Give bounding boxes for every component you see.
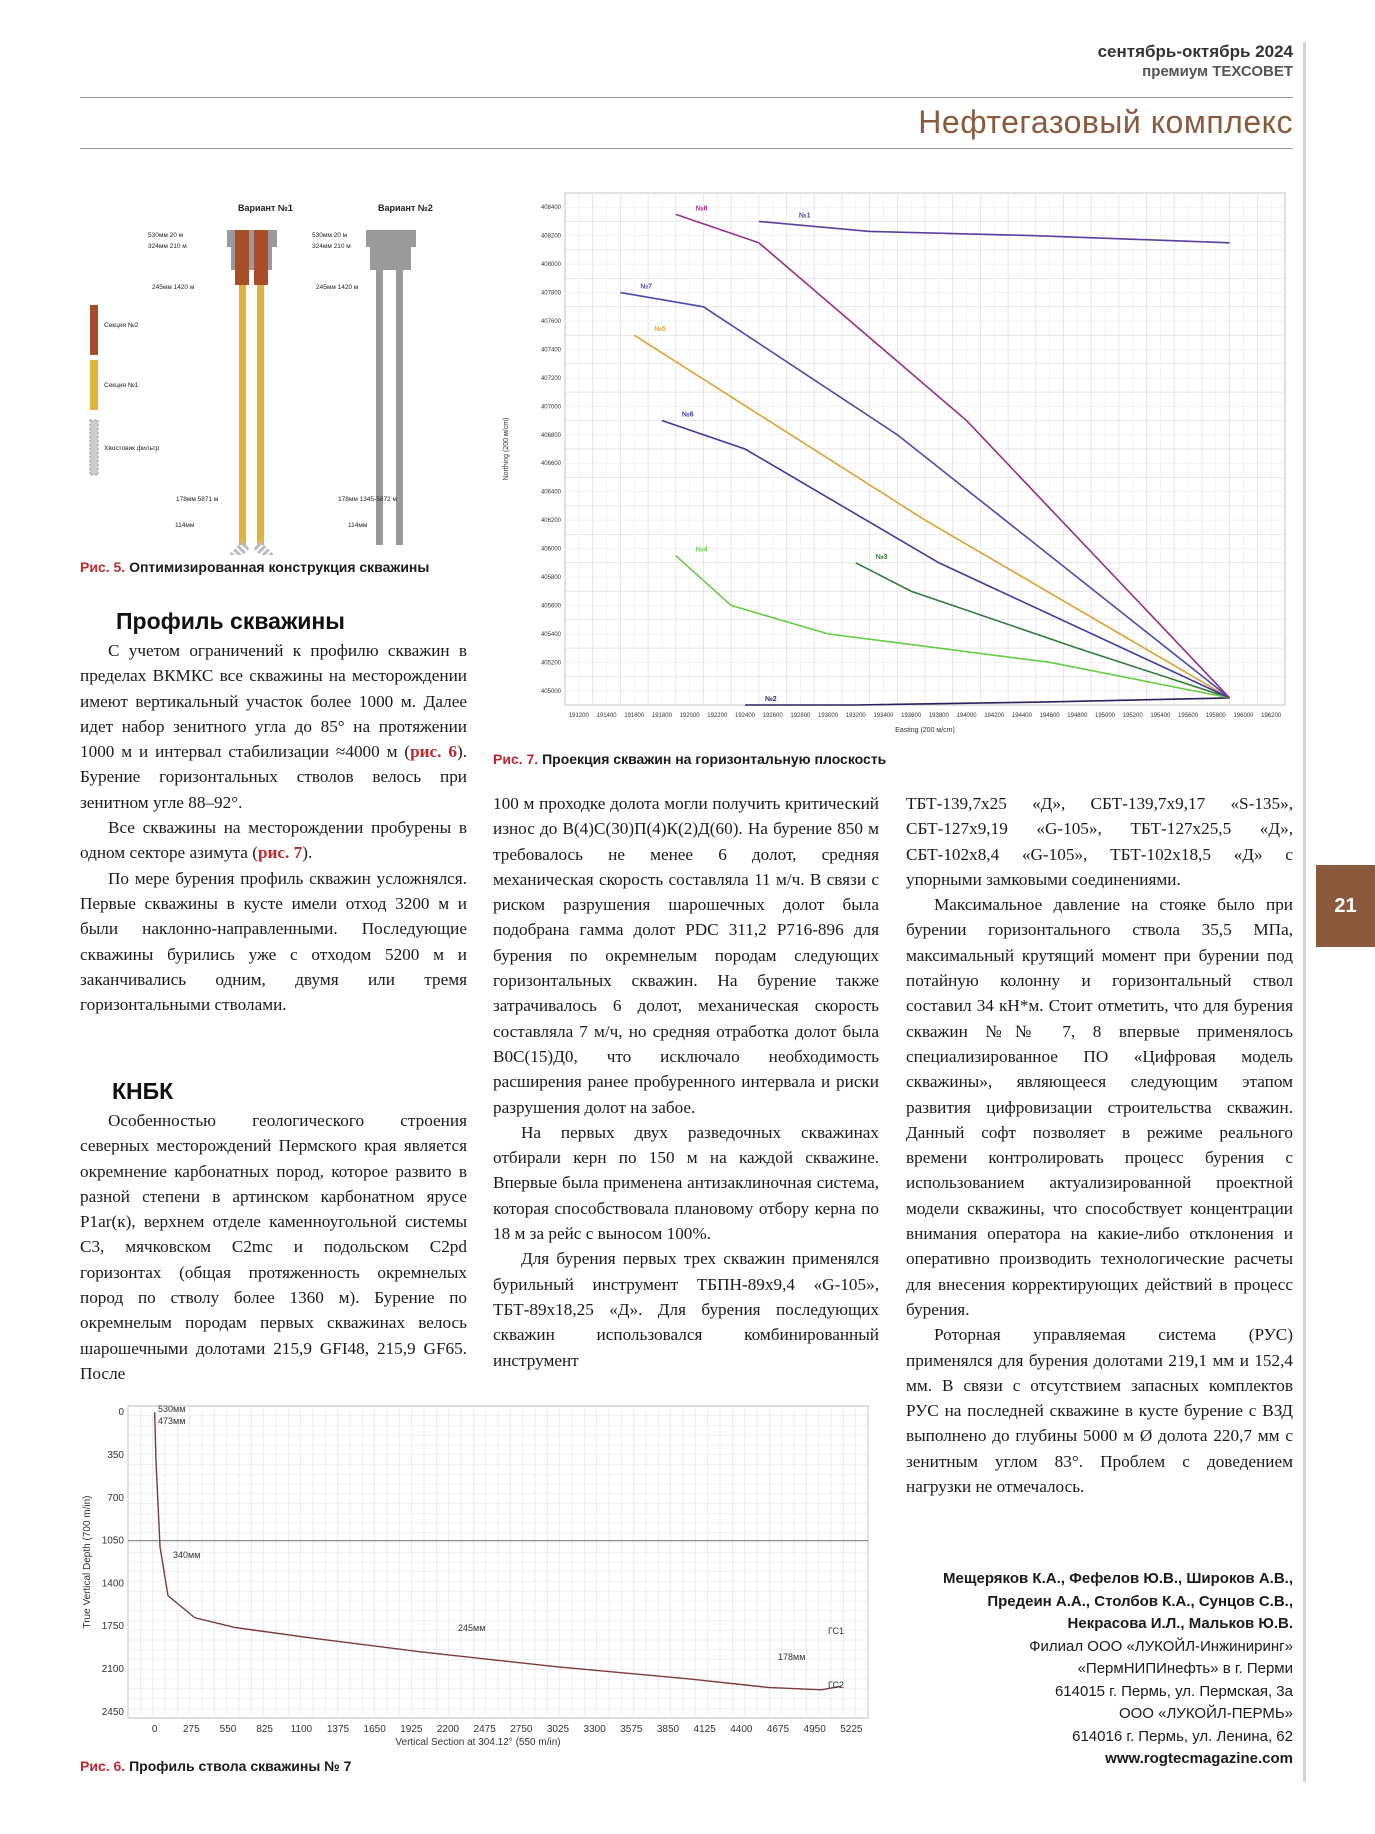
x-tick-label: 194400 xyxy=(1011,713,1032,719)
x-tick-label: 194200 xyxy=(984,713,1005,719)
x-tick-label: 1100 xyxy=(290,1724,313,1735)
well-label: №7 xyxy=(640,283,653,291)
profile-annotation: ГС1 xyxy=(828,1626,844,1636)
x-tick-label: 0 xyxy=(151,1724,158,1735)
y-tick-label: 405000 xyxy=(540,688,561,695)
y-tick-label: 406800 xyxy=(540,432,561,439)
authors-line: Некрасова И.Л., Мальков Ю.В. xyxy=(1067,1615,1293,1632)
paragraph: На первых двух разведочных скважинах отбирали керн по 150 м на каждой скважине. Впервые была применена антизаклиночная система, которая способствовала плановому отбору керна по 18 м за рейс с выносом 100%. xyxy=(493,1122,879,1244)
x-tick-label: 1925 xyxy=(400,1724,423,1735)
affiliation: ООО «ЛУКОЙЛ-ПЕРМЬ» xyxy=(1118,1705,1293,1722)
v1-section1-right xyxy=(257,285,264,545)
y-axis-label: True Vertical Depth (700 m/in) xyxy=(82,1495,93,1629)
y-tick-label: 405600 xyxy=(540,603,561,610)
affiliation: «ПермНИПИнефть» в г. Перми xyxy=(1077,1660,1293,1677)
x-tick-label: 2200 xyxy=(436,1724,460,1735)
column-1-bottom xyxy=(80,1108,467,1386)
figure-6 xyxy=(78,1398,878,1750)
magazine-name: премиум ТЕХСОВЕТ xyxy=(1142,63,1293,80)
x-tick-label: 2750 xyxy=(510,1724,533,1735)
x-tick-label: 196000 xyxy=(1233,713,1254,719)
y-axis-label: Northing (200 м/cm) xyxy=(503,417,510,481)
profile-annotation: 473мм xyxy=(158,1416,186,1426)
v2-dim: 324мм 210 м xyxy=(312,243,351,250)
x-tick-label: 192800 xyxy=(790,713,811,719)
profile-annotation: 245мм xyxy=(458,1623,486,1633)
paragraph: Особенностью геологического строения северных месторождений Пермского края является окремнение карбонатных пород, которое развито в разной степени в артинском карбонатном ярусе P1ar(к), верхнем отделе каменноугольной системы C3, мячковском C2mc и подольском C2pd горизонтах (общая протяженность окремнелых пород по стволу более 1360 м). Бурение по окремнелым породам первых скважинах велось шарошечными долотами 215,9 GFI48, 215,9 GF65. После xyxy=(80,1111,467,1383)
x-tick-label: 1375 xyxy=(326,1724,350,1735)
v1-dim: 530мм 20 м xyxy=(148,232,184,239)
well-construction-diagram xyxy=(80,185,470,555)
well-label: №3 xyxy=(875,553,888,561)
variant1-title: Вариант №1 xyxy=(238,203,293,213)
legend-swatch-section2 xyxy=(90,305,98,355)
y-tick-label: 2100 xyxy=(101,1664,124,1676)
y-tick-label: 0 xyxy=(118,1407,124,1419)
y-tick-label: 1050 xyxy=(101,1535,124,1547)
header-divider xyxy=(80,97,1293,98)
v1-dim: 324мм 210 м xyxy=(148,243,187,250)
x-tick-label: 195400 xyxy=(1150,713,1171,719)
figure-5-caption-text: Оптимизированная конструкция скважины xyxy=(129,559,430,575)
y-tick-label: 405200 xyxy=(540,660,561,667)
x-tick-label: 191400 xyxy=(596,713,617,719)
x-axis-label: Vertical Section at 304.12° (550 m/in) xyxy=(395,1737,561,1748)
x-tick-label: 3300 xyxy=(583,1724,606,1735)
y-tick-label: 405400 xyxy=(540,631,561,638)
x-tick-label: 196200 xyxy=(1261,713,1282,719)
legend-swatch-section1 xyxy=(90,360,98,410)
fig-ref: рис. 7 xyxy=(257,843,303,863)
y-tick-label: 407200 xyxy=(540,375,561,382)
y-tick-label: 408400 xyxy=(540,205,561,212)
x-tick-label: 195200 xyxy=(1122,713,1143,719)
section-title: Нефтегазовый комплекс xyxy=(918,104,1293,140)
y-tick-label: 407000 xyxy=(540,404,561,411)
y-tick-label: 405800 xyxy=(540,575,561,581)
y-tick-label: 700 xyxy=(107,1492,124,1504)
x-tick-label: 192400 xyxy=(734,713,756,719)
v2-casing-right xyxy=(396,265,403,545)
v1-liner-right xyxy=(257,545,293,555)
legend-label: Секция №1 xyxy=(104,382,139,389)
x-tick-label: 275 xyxy=(182,1724,200,1735)
y-tick-label: 408200 xyxy=(540,233,561,240)
well-label: №1 xyxy=(798,212,811,220)
y-tick-label: 407800 xyxy=(540,290,561,297)
affiliation: 614016 г. Пермь, ул. Ленина, 62 xyxy=(1072,1727,1293,1745)
x-tick-label: 192200 xyxy=(707,713,728,719)
paragraph: С учетом ограничений к профилю скважин в пределах ВКМКС все скважины на месторождении имеют вертикальный участок более 1000 м. Далее идет набор зенитного угла до 85° на протяжении 1000 м и интервал стабилизации ≈4000 м (рис. 6). Бурение горизонтальных стволов велось при зенитном угле 88–92°. xyxy=(80,641,467,812)
website-link[interactable]: www.rogtecmagazine.com xyxy=(1105,1750,1293,1767)
v1-dim: 245мм 1420 м xyxy=(152,284,195,291)
x-tick-label: 5225 xyxy=(840,1724,863,1735)
x-tick-label: 191600 xyxy=(624,713,645,719)
x-tick-label: 4400 xyxy=(730,1724,753,1735)
figure-7-label: Рис. 7. xyxy=(493,751,539,767)
x-tick-label: 194600 xyxy=(1039,713,1060,719)
x-tick-label: 191200 xyxy=(568,713,589,719)
well-label: №4 xyxy=(695,546,708,554)
column-3 xyxy=(906,791,1293,1499)
v2-conductor xyxy=(366,230,416,270)
v1-dim: 178мм 5871 м xyxy=(176,496,219,503)
paragraph: Все скважины на месторождении пробурены в одном секторе азимута (рис. 7). xyxy=(80,818,467,863)
paragraph: По мере бурения профиль скважин усложнялся. Первые скважины в кусте имели отход 3200 м и были наклонно-направленными. Последующие скважины бурились уже с отходом 5200 м и заканчивались одним, двумя или тремя горизонтальными стволами. xyxy=(80,868,467,1015)
x-tick-label: 3850 xyxy=(656,1724,680,1735)
x-tick-label: 193000 xyxy=(818,713,839,719)
well-7-profile-chart xyxy=(78,1398,878,1750)
x-tick-label: 825 xyxy=(256,1724,274,1735)
x-tick-label: 193800 xyxy=(928,713,949,719)
x-tick-label: 191800 xyxy=(651,713,672,719)
affiliation: Филиал ООО «ЛУКОЙЛ-Инжиниринг» xyxy=(1029,1637,1293,1655)
v1-liner-left xyxy=(210,545,246,555)
right-margin-rule xyxy=(1303,42,1306,1782)
y-tick-label: 350 xyxy=(107,1449,124,1461)
figure-5-caption xyxy=(80,559,429,575)
x-tick-label: 195600 xyxy=(1178,713,1199,719)
figure-6-caption xyxy=(80,1758,351,1774)
y-tick-label: 1750 xyxy=(101,1621,124,1633)
y-tick-label: 406200 xyxy=(540,518,561,525)
v1-section2-left xyxy=(235,230,249,285)
y-tick-label: 406600 xyxy=(540,461,561,468)
section-divider xyxy=(80,148,1293,149)
paragraph: Максимальное давление на стояке было при бурении горизонтального ствола 35,5 МПа, максимальный крутящий момент при бурении под потайную колонну и горизонтальный ствол составил 34 кН*м. Стоит отметить, что для бурения скважин №№ 7, 8 впервые применялось специализированное ПО «Цифровая модель скважины», являющееся следующим этапом развития цифровизации строительства скважин. Данный софт позволяет в режиме реального времени контролировать процесс бурения с использованием актуализированной проектной модели скважины, что способствует концентрации внимания оператора на какие-либо отклонения и оперативно производить технологические расчеты для внесения корректирующих действий в процесс бурения. xyxy=(906,895,1293,1319)
page-number: 21 xyxy=(1316,865,1375,947)
x-tick-label: 192600 xyxy=(762,713,783,719)
well-label: №2 xyxy=(765,696,777,703)
profile-annotation: 178мм xyxy=(778,1652,806,1662)
profile-annotation: 530мм xyxy=(158,1404,186,1414)
x-tick-label: 195000 xyxy=(1094,713,1116,719)
paragraph: 100 м проходке долота могли получить критический износ до B(4)C(30)П(4)К(2)Д(60). На бурение 850 м требовалось не менее 6 долот, средняя механическая скорость составляла 11 м/ч. В связи с риском разрушения шарошечных долот была подобрана гамма долот PDC 311,2 P716-896 для бурения по окремнелым породам следующих горизонтальных скважин. На бурение также затрачивалось 6 долот, механическая скорость составляла 7 м/ч, но средняя отработка долот была B0C(15)Д0, что исключало необходимость расширения ранее пробуренного интервала и риски разрушения долот на забое. xyxy=(493,794,879,1117)
profile-annotation: 340мм xyxy=(173,1550,201,1560)
figure-6-caption-text: Профиль ствола скважины № 7 xyxy=(129,1758,352,1774)
legend-swatch-liner xyxy=(90,420,98,475)
y-tick-label: 407400 xyxy=(540,347,561,354)
x-tick-label: 4125 xyxy=(693,1724,716,1735)
affiliation: 614015 г. Пермь, ул. Пермская, 3а xyxy=(1054,1682,1293,1700)
legend-label: Секция №2 xyxy=(104,322,139,329)
legend-label: Хвостовик фильтр xyxy=(104,445,160,452)
v2-dim: 530мм 20 м xyxy=(312,232,348,239)
x-tick-label: 193600 xyxy=(901,713,922,719)
figure-5 xyxy=(80,185,470,555)
x-tick-label: 194000 xyxy=(956,713,977,719)
y-tick-label: 406400 xyxy=(540,489,561,496)
profile-annotation: ГС2 xyxy=(828,1680,844,1690)
figure-5-label: Рис. 5. xyxy=(80,559,126,575)
x-tick-label: 1650 xyxy=(363,1724,386,1735)
paragraph: Для бурения первых трех скважин применялся бурильный инструмент ТБПН-89х9,4 «G-105», ТБТ-89х18,25 «Д». Для бурения последующих скважин использовался комбинированный инструмент xyxy=(493,1249,879,1370)
v2-casing-left xyxy=(376,265,383,545)
x-tick-label: 4675 xyxy=(766,1724,790,1735)
x-tick-label: 193200 xyxy=(845,713,866,719)
v1-dim: 114мм xyxy=(175,522,195,529)
y-tick-label: 406000 xyxy=(540,546,561,553)
v2-dim: 245мм 1420 м xyxy=(316,284,359,291)
figure-7-caption xyxy=(493,751,886,767)
fig-ref: рис. 6 xyxy=(410,742,457,762)
x-tick-label: 2475 xyxy=(473,1724,496,1735)
heading-well-profile: Профиль скважины xyxy=(116,608,345,634)
well-label: №5 xyxy=(654,326,666,334)
figure-7 xyxy=(490,185,1295,740)
well-label: №8 xyxy=(695,205,708,213)
column-1-top xyxy=(80,638,467,1017)
x-axis-label: Easting (200 м/cm) xyxy=(895,727,955,734)
x-tick-label: 194800 xyxy=(1067,713,1088,719)
issue-date: сентябрь-октябрь 2024 xyxy=(1097,42,1293,61)
paragraph: Роторная управляемая система (РУС) применялся для бурения долотами 219,1 мм и 152,4 мм. В связи с отсутствием запасных комплектов РУС на последней скважине в кусте бурение с ВЗД выполнено до глубины 5000 м Ø долота 220,7 мм с зенитным углом 83°. Проблем с доведением нагрузки не отмечалось. xyxy=(906,1325,1293,1497)
y-tick-label: 1400 xyxy=(101,1578,124,1590)
y-tick-label: 408000 xyxy=(540,262,561,269)
x-tick-label: 4950 xyxy=(803,1724,826,1735)
x-tick-label: 193400 xyxy=(873,713,894,719)
well-projection-chart xyxy=(490,185,1295,740)
v2-dim: 178мм 1345-5872 м xyxy=(338,496,397,503)
well-label: №6 xyxy=(681,411,694,419)
x-tick-label: 3575 xyxy=(620,1724,643,1735)
x-tick-label: 192000 xyxy=(679,713,700,719)
variant2-title: Вариант №2 xyxy=(378,203,433,213)
v2-dim: 114мм xyxy=(348,522,368,529)
x-tick-label: 550 xyxy=(219,1724,237,1735)
x-tick-label: 3025 xyxy=(546,1724,570,1735)
figure-7-caption-text: Проекция скважин на горизонтальную плоскость xyxy=(542,751,887,767)
v1-section1-left xyxy=(239,285,246,545)
y-tick-label: 407600 xyxy=(540,319,561,325)
x-tick-label: 195800 xyxy=(1205,713,1226,719)
figure-6-label: Рис. 6. xyxy=(80,1758,126,1774)
authors-block xyxy=(943,1568,1293,1771)
authors-line: Мещеряков К.А., Фефелов Ю.В., Широков А.В., xyxy=(943,1570,1293,1587)
column-2 xyxy=(493,791,879,1373)
y-tick-label: 2450 xyxy=(101,1706,124,1718)
v1-conductor xyxy=(227,230,277,270)
paragraph: ТБТ-139,7х25 «Д», СБТ-139,7х9,17 «S-135», СБТ-127х9,19 «G-105», ТБТ-127х25,5 «Д», СБТ-102х8,4 «G-105», ТБТ-102х18,5 «Д» с упорными замковыми соединениями. xyxy=(906,794,1293,889)
heading-bha: КНБК xyxy=(112,1078,174,1104)
authors-line: Предеин А.А., Столбов К.А., Сунцов С.В., xyxy=(987,1592,1293,1610)
v1-section2-right xyxy=(254,230,268,285)
